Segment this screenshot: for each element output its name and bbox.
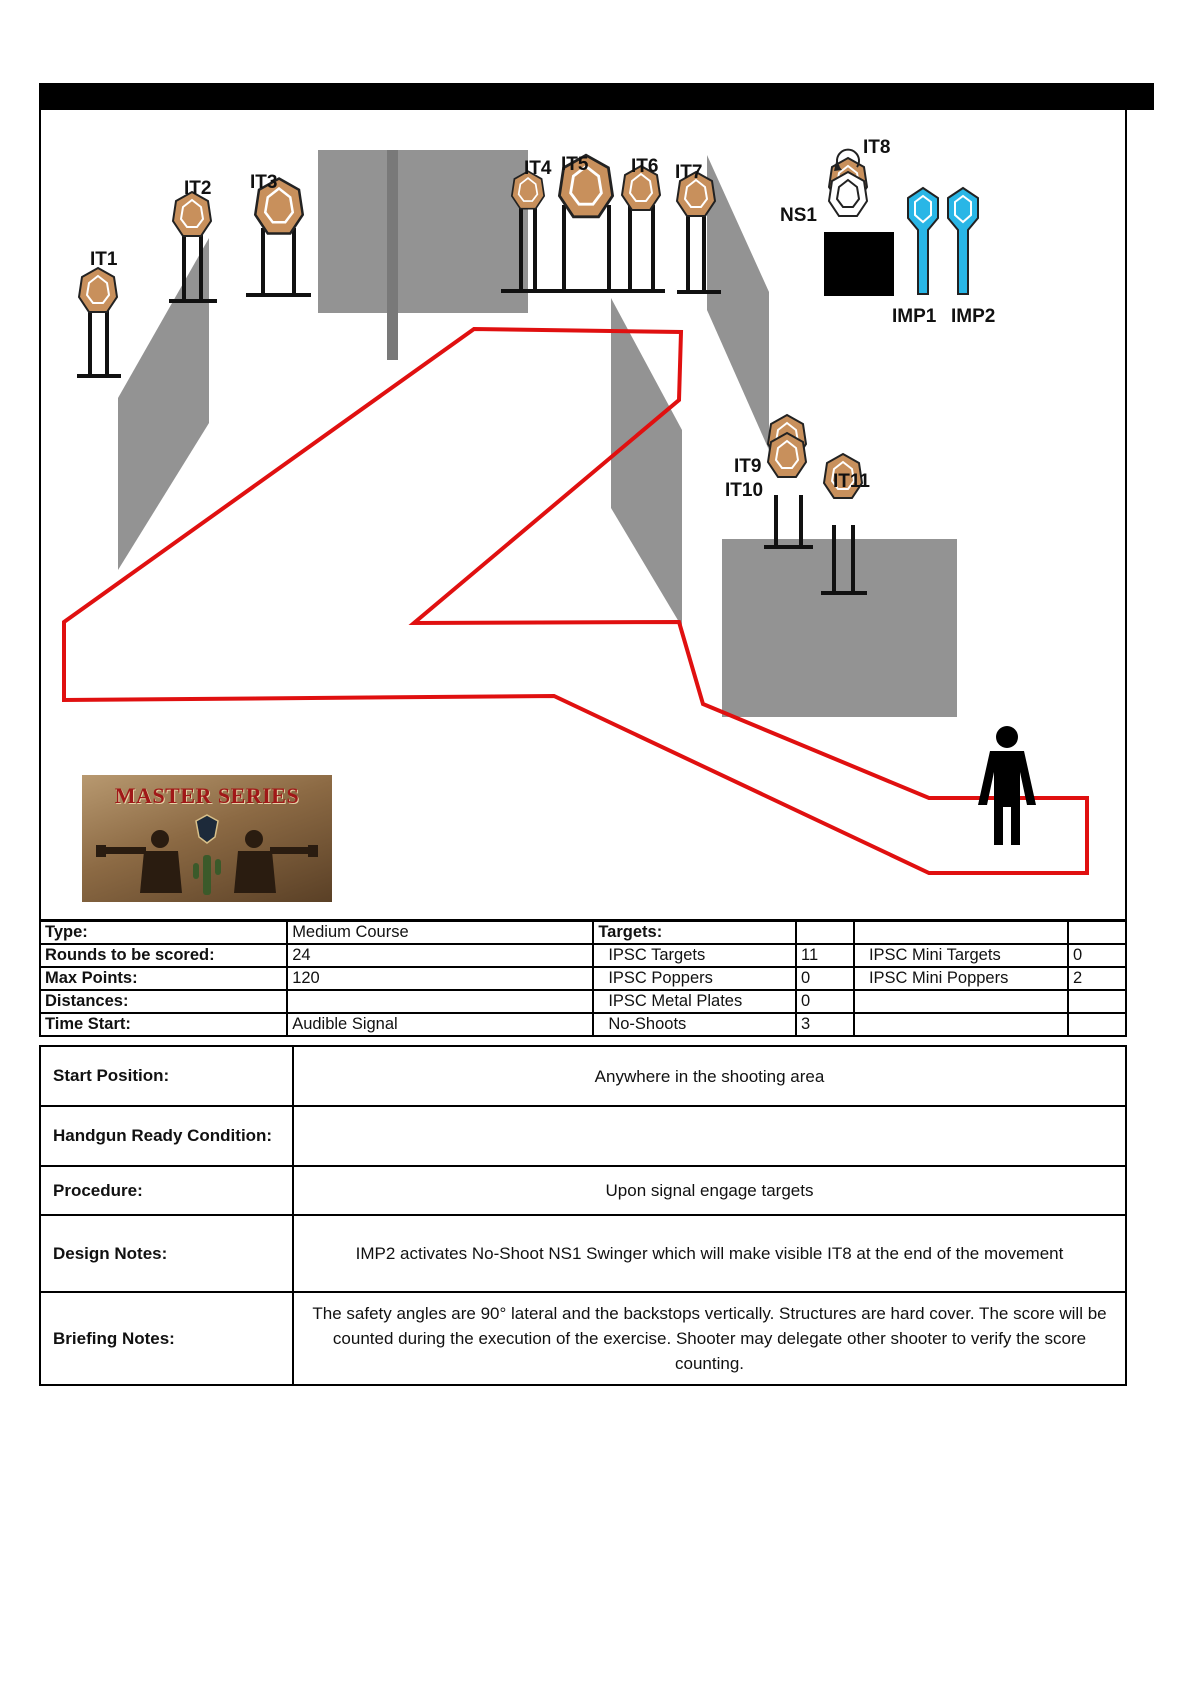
ipsc-targets-label: IPSC Targets [593,944,796,967]
ipsc-poppers-label: IPSC Poppers [593,967,796,990]
mini-poppers-label: IPSC Mini Poppers [854,967,1068,990]
mini-targets-count: 0 [1068,944,1126,967]
mini-poppers-count: 2 [1068,967,1126,990]
timestart-label: Time Start: [40,1013,287,1036]
wall-center [318,150,528,313]
ipsc-plates-label: IPSC Metal Plates [593,990,796,1013]
stage-specs-table [39,920,1127,1037]
maxpoints-label: Max Points: [40,967,287,990]
cover-box [722,539,957,717]
design-notes-value: IMP2 activates No-Shoot NS1 Swinger which will make visible IT8 at the end of the movement [293,1215,1126,1292]
label-imp1: IMP1 [892,306,937,327]
table-row [40,1013,1126,1036]
popper-imp2 [948,188,978,294]
noshoots-label: No-Shoots [593,1013,796,1036]
label-it10: IT10 [725,480,764,501]
header-bar [39,83,1154,110]
table-row [40,1166,1126,1215]
label-it1: IT1 [90,249,118,270]
label-ns1: NS1 [780,205,817,226]
table-row [40,1106,1126,1166]
stage-notes-table [39,1045,1127,1386]
label-imp2: IMP2 [951,306,996,327]
procedure-value: Upon signal engage targets [293,1166,1126,1215]
table-row [40,921,1126,944]
target-it1 [79,268,117,312]
label-it8: IT8 [863,137,891,158]
targets-label: Targets: [593,921,796,944]
briefing-notes-label: Briefing Notes: [40,1292,293,1385]
stage-diagram [39,110,1127,921]
popper-imp1 [908,188,938,294]
ipsc-poppers-count: 0 [796,967,854,990]
table-row [40,944,1126,967]
rounds-label: Rounds to be scored: [40,944,287,967]
label-it9: IT9 [734,456,762,477]
timestart-value: Audible Signal [287,1013,593,1036]
shooter-start-icon [978,726,1036,845]
ready-condition-value [293,1106,1126,1166]
procedure-label: Procedure: [40,1166,293,1215]
label-it4: IT4 [524,158,552,179]
label-it3: IT3 [250,172,278,193]
wall-left [118,238,209,570]
ipsc-targets-count: 11 [796,944,854,967]
label-it2: IT2 [184,178,212,199]
master-series-logo [82,775,332,902]
design-notes-label: Design Notes: [40,1215,293,1292]
ipsc-plates-count: 0 [796,990,854,1013]
briefing-notes-value: The safety angles are 90° lateral and the backstops vertically. Structures are hard cover. The score will be counted during the execution of the exercise. Shooter may delegate other shooter to verify the score counting. [293,1292,1126,1385]
table-row [40,1215,1126,1292]
rounds-value: 24 [287,944,593,967]
noshoots-count: 3 [796,1013,854,1036]
label-it6: IT6 [631,156,659,177]
logo-artwork [82,775,332,902]
swinger-mechanism [824,232,894,296]
type-label: Type: [40,921,287,944]
mini-targets-label: IPSC Mini Targets [854,944,1068,967]
table-row [40,1292,1126,1385]
target-it10 [768,433,806,477]
ready-condition-label: Handgun Ready Condition: [40,1106,293,1166]
maxpoints-value: 120 [287,967,593,990]
distances-label: Distances: [40,990,287,1013]
wall-post [387,150,398,360]
table-row [40,1046,1126,1106]
label-it5: IT5 [561,154,589,175]
label-it11: IT11 [833,471,870,492]
wall-mid [611,298,682,627]
label-it7: IT7 [675,162,703,183]
table-row [40,990,1126,1013]
wall-right [707,155,769,450]
start-position-label: Start Position: [40,1046,293,1106]
distances-value [287,990,593,1013]
type-value: Medium Course [287,921,593,944]
noshoot-ns1 [829,172,867,216]
start-position-value: Anywhere in the shooting area [293,1046,1126,1106]
logo-title: MASTER SERIES [114,783,300,808]
table-row [40,967,1126,990]
